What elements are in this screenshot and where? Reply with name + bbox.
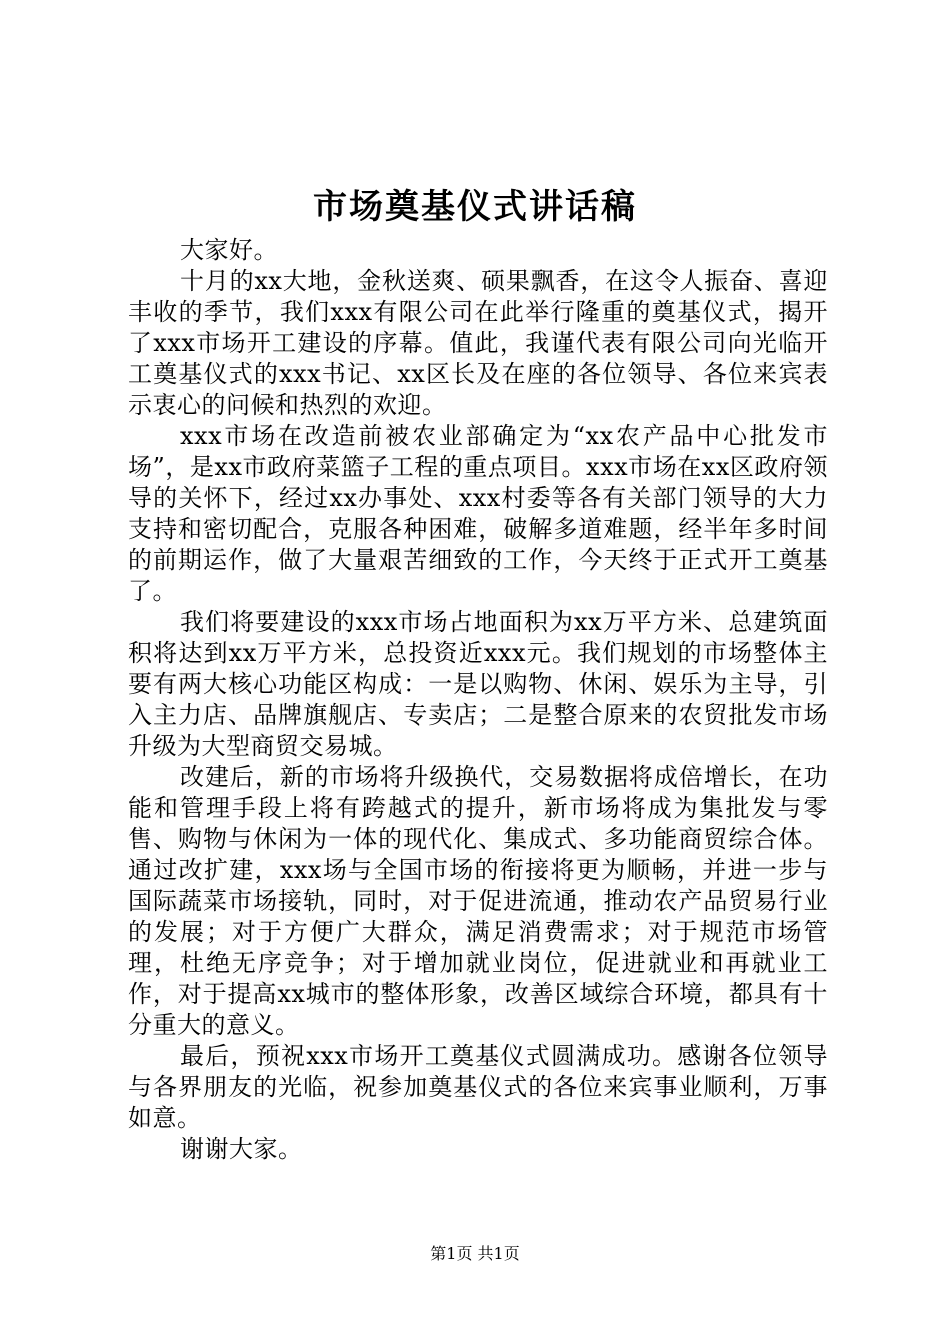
paragraph-plan: 我们将要建设的xxx市场占地面积为xx万平方米、总建筑面积将达到xx万平方米，总投资近xxx元。我们规划的市场整体主要有两大核心功能区构成：一是以购物、休闲、娱乐为主导，引入主力店、品牌旗舰店、专卖店；二是整合原来的农贸批发市场升级为大型商贸交易城。 — [128, 608, 828, 760]
page-footer: 第1页 共1页 — [430, 1244, 520, 1263]
paragraph-greeting: 大家好。 — [180, 236, 278, 264]
paragraph-closing: 最后，预祝xxx市场开工奠基仪式圆满成功。感谢各位领导与各界朋友的光临，祝参加奠基仪式的各位来宾事业顺利，万事如意。 — [128, 1042, 828, 1132]
paragraph-thanks: 谢谢大家。 — [180, 1135, 303, 1163]
document-title: 市场奠基仪式讲话稿 — [313, 187, 637, 227]
document-body — [128, 235, 828, 1165]
paragraph-background: xxx市场在改造前被农业部确定为“xx农产品中心批发市场”，是xx市政府菜篮子工程的重点项目。xxx市场在xx区政府领导的关怀下，经过xx办事处、xxx村委等各有关部门领导的大力支持和密切配合，克服各种困难，破解多道难题，经半年多时间的前期运作，做了大量艰苦细致的工作，今天终于正式开工奠基了。 — [128, 422, 828, 605]
paragraph-opening: 十月的xx大地，金秋送爽、硕果飘香，在这令人振奋、喜迎丰收的季节，我们xxx有限公司在此举行隆重的奠基仪式，揭开了xxx市场开工建设的序幕。值此，我谨代表有限公司向光临开工奠基仪式的xxx书记、xx区长及在座的各位领导、各位来宾表示衷心的问候和热烈的欢迎。 — [128, 267, 828, 419]
paragraph-significance: 改建后，新的市场将升级换代，交易数据将成倍增长，在功能和管理手段上将有跨越式的提升，新市场将成为集批发与零售、购物与休闲为一体的现代化、集成式、多功能商贸综合体。通过改扩建，xxx场与全国市场的衔接将更为顺畅，并进一步与国际蔬菜市场接轨，同时，对于促进流通，推动农产品贸易行业的发展；对于方便广大群众，满足消费需求；对于规范市场管理，杜绝无序竞争；对于增加就业岗位，促进就业和再就业工作，对于提高xx城市的整体形象，改善区域综合环境，都具有十分重大的意义。 — [128, 763, 828, 1039]
